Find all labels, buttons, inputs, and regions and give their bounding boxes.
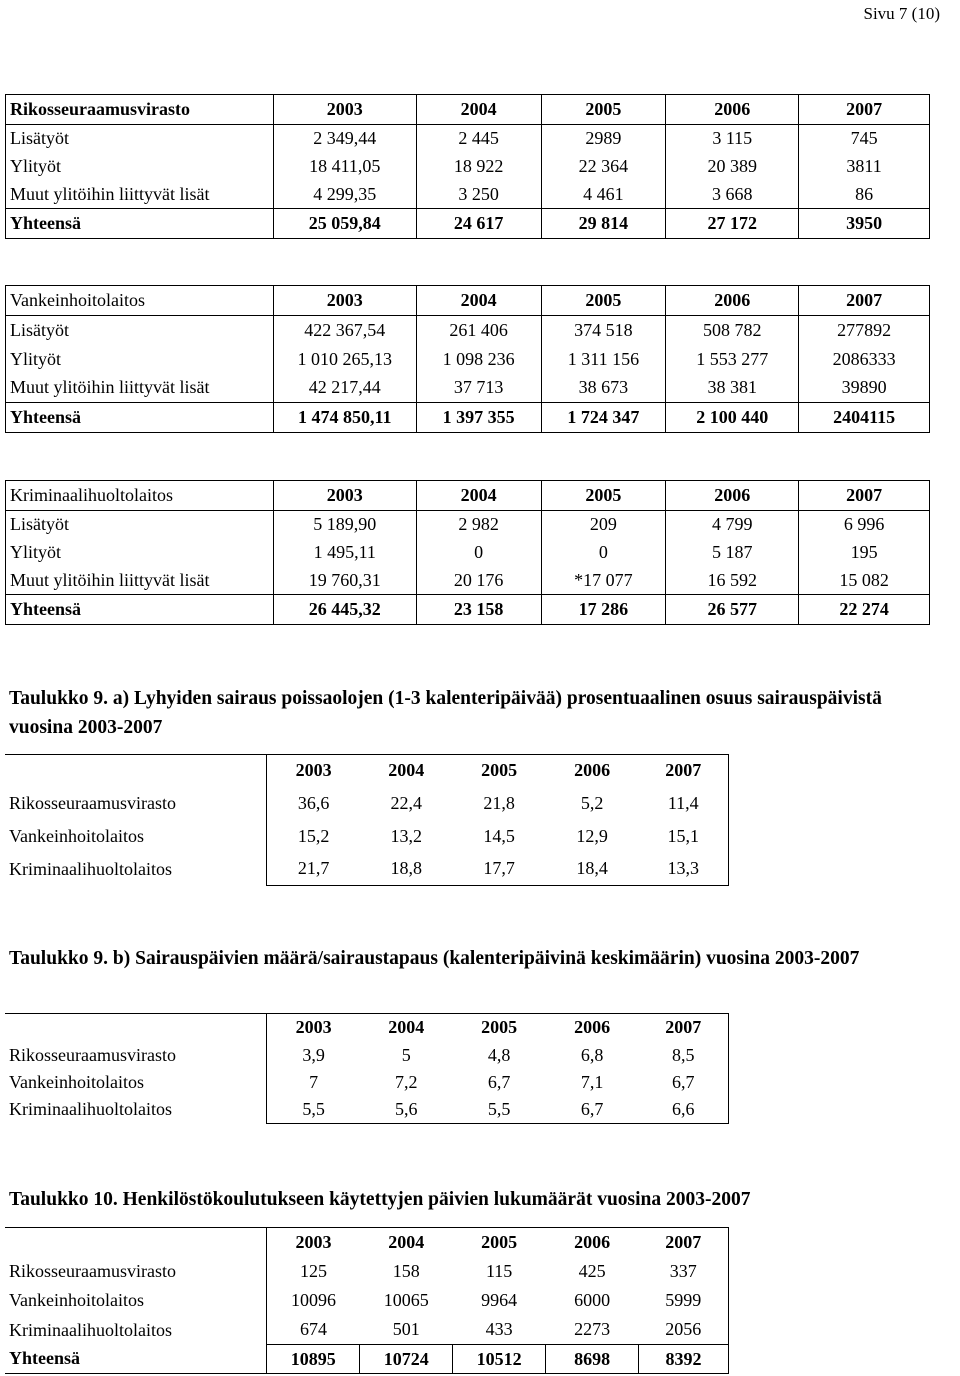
table-cell: 38 673 xyxy=(541,374,666,403)
table-cell: Vankeinhoitolaitos xyxy=(9,1290,144,1310)
table-cell: 15,2 xyxy=(267,820,360,853)
table-cell: 337 xyxy=(639,1257,729,1286)
table-cell: 195 xyxy=(799,539,930,567)
table-cell: 3 668 xyxy=(666,181,799,209)
table-total-cell: 8392 xyxy=(639,1345,729,1374)
table-header-cell: 2003 xyxy=(267,755,360,787)
table-cell: Vankeinhoitolaitos xyxy=(9,1071,144,1092)
table-rikosseuraamusvirasto xyxy=(5,94,930,239)
table-cell: 6000 xyxy=(574,1290,611,1310)
table-header-cell: 2007 xyxy=(799,286,930,316)
table-cell: Ylityöt xyxy=(6,539,274,567)
table-cell: 7,2 xyxy=(394,1071,418,1092)
table-9a xyxy=(5,754,729,886)
table-header-cell: 2003 xyxy=(267,1014,360,1042)
table-header-cell xyxy=(5,1228,267,1257)
table-cell: Muut ylitöihin liittyvät lisät xyxy=(6,374,274,403)
table-header-cell: 2004 xyxy=(360,1228,453,1257)
table-cell: 12,9 xyxy=(576,825,608,846)
caption-label: Taulukko 9. xyxy=(9,688,109,709)
table-header-cell: 2003 xyxy=(267,1228,360,1257)
caption-label: Taulukko 10. xyxy=(9,1189,118,1210)
table-cell: 425 xyxy=(578,1260,606,1281)
table-cell: 6,7 xyxy=(546,1096,639,1124)
table-cell: Rikosseuraamusvirasto xyxy=(9,1260,176,1281)
table-cell: 13,2 xyxy=(390,825,422,846)
table-total-cell: 10724 xyxy=(360,1345,453,1374)
table-total-cell: 1 724 347 xyxy=(541,403,666,433)
table-cell: Lisätyöt xyxy=(6,511,274,539)
table-cell: 22,4 xyxy=(390,792,422,813)
table-cell: 18 411,05 xyxy=(273,153,416,181)
table-cell: 6,7 xyxy=(487,1071,511,1092)
table-total-cell: 8698 xyxy=(546,1345,639,1374)
table-cell: 5 189,90 xyxy=(273,511,416,539)
table-header-cell xyxy=(5,755,267,787)
table-total-cell: 24 617 xyxy=(416,209,541,239)
table-total-cell: 29 814 xyxy=(541,209,666,239)
table-cell: Kriminaalihuoltolaitos xyxy=(9,1099,172,1119)
table-cell: 7,1 xyxy=(580,1071,604,1092)
table-header-cell: Kriminaalihuoltolaitos xyxy=(6,481,274,511)
table-cell: 5 xyxy=(401,1044,411,1065)
table-cell: 21,8 xyxy=(483,792,515,813)
table-cell: 3811 xyxy=(799,153,930,181)
table-10 xyxy=(5,1227,729,1374)
table-cell: 11,4 xyxy=(639,787,729,820)
table-cell: 7 xyxy=(267,1069,360,1096)
table-cell: 277892 xyxy=(799,316,930,345)
caption-label: Taulukko 9. xyxy=(9,948,109,969)
caption-text: a) Lyhyiden sairaus poissaolojen (1-3 kalenteripäivää) prosentuaalinen osuus sairauspäivistä vuosina 2003-2007 xyxy=(9,688,882,738)
table-cell: Muut ylitöihin liittyvät lisät xyxy=(6,181,274,209)
table-cell: 18 922 xyxy=(416,153,541,181)
caption-text: Henkilöstökoulutukseen käytettyjen päivien lukumäärät vuosina 2003-2007 xyxy=(117,1189,751,1210)
table-cell: 10065 xyxy=(383,1290,429,1310)
table-header-cell: 2007 xyxy=(639,1014,729,1042)
table-cell: *17 077 xyxy=(541,567,666,595)
table-cell: 5,6 xyxy=(360,1096,453,1124)
table-cell: 2056 xyxy=(639,1316,729,1345)
table-header-cell: 2005 xyxy=(541,286,666,316)
table-cell: 5,5 xyxy=(267,1096,360,1124)
table-cell: 158 xyxy=(392,1260,420,1281)
table-cell: 15,1 xyxy=(639,820,729,853)
table-cell: Kriminaalihuoltolaitos xyxy=(9,858,172,879)
table-cell: 2 982 xyxy=(416,511,541,539)
table-cell: Ylityöt xyxy=(6,153,274,181)
table-cell: 745 xyxy=(799,125,930,153)
table-header-cell: 2004 xyxy=(360,1014,453,1042)
table-total-cell: 23 158 xyxy=(416,595,541,625)
table-cell: 19 760,31 xyxy=(273,567,416,595)
table-header-cell: Vankeinhoitolaitos xyxy=(6,286,274,316)
table-cell: 1 098 236 xyxy=(416,345,541,374)
table-cell: 38 381 xyxy=(666,374,799,403)
table-cell: 422 367,54 xyxy=(273,316,416,345)
table-header-cell: Rikosseuraamusvirasto xyxy=(6,95,274,125)
table-cell: 3,9 xyxy=(267,1042,360,1069)
table-cell: Kriminaalihuoltolaitos xyxy=(9,1319,172,1340)
table-cell: 1 553 277 xyxy=(666,345,799,374)
table-header-cell: 2006 xyxy=(546,755,639,787)
table-cell: 433 xyxy=(453,1316,546,1345)
table-total-cell: 17 286 xyxy=(541,595,666,625)
table-cell: Rikosseuraamusvirasto xyxy=(9,1044,176,1065)
table-cell: Ylityöt xyxy=(6,345,274,374)
table-header-cell: 2003 xyxy=(273,95,416,125)
table-cell: Lisätyöt xyxy=(6,125,274,153)
table-cell: 6,8 xyxy=(580,1044,604,1065)
table-total-cell: 27 172 xyxy=(666,209,799,239)
table-total-cell: 26 445,32 xyxy=(273,595,416,625)
table-cell: 1 311 156 xyxy=(541,345,666,374)
table-total-cell: 2404115 xyxy=(799,403,930,433)
table-cell: 17,7 xyxy=(453,853,546,886)
table-header-cell: 2007 xyxy=(639,1228,729,1257)
caption-table-9a xyxy=(9,684,949,742)
table-cell: 6 996 xyxy=(799,511,930,539)
table-cell: 2 349,44 xyxy=(273,125,416,153)
table-header-cell: 2004 xyxy=(416,481,541,511)
table-cell: Rikosseuraamusvirasto xyxy=(9,792,176,813)
table-header-cell: 2003 xyxy=(273,481,416,511)
page-number: Sivu 7 (10) xyxy=(863,4,940,23)
table-cell: 0 xyxy=(416,539,541,567)
table-cell: 4,8 xyxy=(487,1044,511,1065)
table-header-cell: 2006 xyxy=(546,1014,639,1042)
table-total-cell: 22 274 xyxy=(799,595,930,625)
table-total-cell: Yhteensä xyxy=(5,1345,267,1374)
table-cell: 15 082 xyxy=(799,567,930,595)
table-header-cell: 2004 xyxy=(416,286,541,316)
table-header-cell: 2005 xyxy=(453,755,546,787)
table-total-cell: Yhteensä xyxy=(6,595,274,625)
table-cell: 2 445 xyxy=(416,125,541,153)
caption-table-9b xyxy=(9,944,949,973)
table-cell: 125 xyxy=(267,1257,360,1286)
table-header-cell: 2006 xyxy=(666,95,799,125)
table-cell: 4 799 xyxy=(666,511,799,539)
table-cell: 6,6 xyxy=(639,1096,729,1124)
table-cell: 4 461 xyxy=(541,181,666,209)
table-cell: Vankeinhoitolaitos xyxy=(9,825,144,846)
table-cell: 261 406 xyxy=(416,316,541,345)
table-cell: 8,5 xyxy=(639,1042,729,1069)
table-cell: Muut ylitöihin liittyvät lisät xyxy=(6,567,274,595)
table-header-cell: 2005 xyxy=(453,1014,546,1042)
caption-table-10 xyxy=(9,1185,949,1214)
table-header-cell: 2005 xyxy=(453,1228,546,1257)
table-cell: 5,2 xyxy=(580,792,604,813)
table-header-cell: 2004 xyxy=(416,95,541,125)
table-kriminaalihuoltolaitos xyxy=(5,480,930,625)
table-total-cell: 10895 xyxy=(267,1345,360,1374)
table-header-cell: 2007 xyxy=(799,95,930,125)
table-header-cell: 2006 xyxy=(666,286,799,316)
table-cell: 674 xyxy=(267,1316,360,1345)
table-cell: 16 592 xyxy=(666,567,799,595)
table-header-cell xyxy=(5,1014,267,1042)
table-vankeinhoitolaitos xyxy=(5,285,930,433)
table-cell: 20 389 xyxy=(666,153,799,181)
table-cell: 209 xyxy=(541,511,666,539)
table-cell: 115 xyxy=(485,1260,513,1281)
table-cell: 14,5 xyxy=(483,825,515,846)
table-header-cell: 2003 xyxy=(273,286,416,316)
table-cell: 6,7 xyxy=(639,1069,729,1096)
table-header-cell: 2006 xyxy=(666,481,799,511)
table-cell: 5,5 xyxy=(453,1096,546,1124)
table-cell: 2989 xyxy=(541,125,666,153)
table-header-cell: 2007 xyxy=(639,755,729,787)
table-total-cell: Yhteensä xyxy=(6,403,274,433)
table-total-cell: 3950 xyxy=(799,209,930,239)
table-header-cell: 2007 xyxy=(799,481,930,511)
table-total-cell: Yhteensä xyxy=(6,209,274,239)
table-cell: 0 xyxy=(541,539,666,567)
table-cell: 39890 xyxy=(799,374,930,403)
table-cell: 18,8 xyxy=(360,853,453,886)
table-cell: 20 176 xyxy=(416,567,541,595)
table-cell: 4 299,35 xyxy=(273,181,416,209)
table-total-cell: 25 059,84 xyxy=(273,209,416,239)
table-cell: 508 782 xyxy=(666,316,799,345)
table-cell: 10096 xyxy=(267,1286,360,1316)
table-cell: 13,3 xyxy=(639,853,729,886)
table-header-cell: 2006 xyxy=(546,1228,639,1257)
table-cell: 5999 xyxy=(639,1286,729,1316)
table-total-cell: 1 474 850,11 xyxy=(273,403,416,433)
table-cell: 2086333 xyxy=(799,345,930,374)
table-header-cell: 2005 xyxy=(541,481,666,511)
table-cell: 36,6 xyxy=(267,787,360,820)
table-cell: 37 713 xyxy=(416,374,541,403)
table-cell: 3 115 xyxy=(666,125,799,153)
table-cell: 501 xyxy=(360,1316,453,1345)
table-cell: 2273 xyxy=(546,1316,639,1345)
table-cell: 5 187 xyxy=(666,539,799,567)
table-total-cell: 26 577 xyxy=(666,595,799,625)
table-total-cell: 1 397 355 xyxy=(416,403,541,433)
table-cell: 21,7 xyxy=(267,853,360,886)
table-cell: 22 364 xyxy=(541,153,666,181)
table-cell: 42 217,44 xyxy=(273,374,416,403)
table-cell: 86 xyxy=(799,181,930,209)
table-total-cell: 2 100 440 xyxy=(666,403,799,433)
table-cell: Lisätyöt xyxy=(6,316,274,345)
caption-text: b) Sairauspäivien määrä/sairaustapaus (kalenteripäivinä keskimäärin) vuosina 2003-2007 xyxy=(108,948,860,969)
table-cell: 3 250 xyxy=(416,181,541,209)
table-cell: 1 010 265,13 xyxy=(273,345,416,374)
table-cell: 374 518 xyxy=(541,316,666,345)
table-header-cell: 2005 xyxy=(541,95,666,125)
table-cell: 1 495,11 xyxy=(273,539,416,567)
table-header-cell: 2004 xyxy=(360,755,453,787)
table-total-cell: 10512 xyxy=(453,1345,546,1374)
table-cell: 9964 xyxy=(481,1290,518,1310)
table-cell: 18,4 xyxy=(546,853,639,886)
table-9b xyxy=(5,1013,729,1124)
